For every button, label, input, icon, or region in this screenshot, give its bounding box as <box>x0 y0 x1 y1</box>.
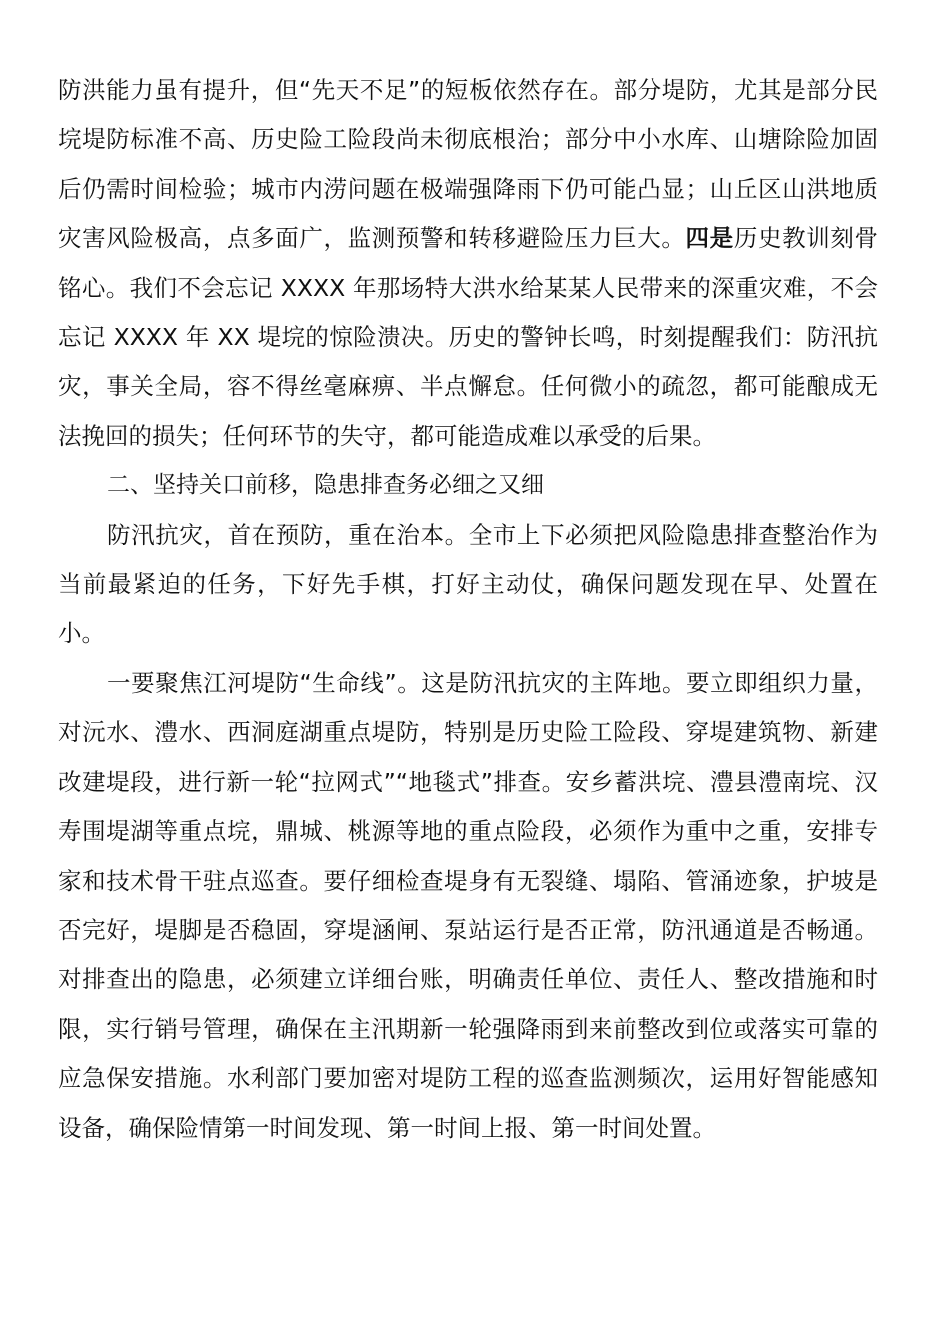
paragraph-embankment: 一要聚焦江河堤防“生命线”。这是防汛抗灾的主阵地。要立即组织力量，对沅水、澧水、西洞庭湖重点堤防，特别是历史险工险段、穿堤建筑物、新建改建堤段，进行新一轮“拉网式”“地毯式”排查。安乡蓄洪垸、澧县澧南垸、汉寿围堤湖等重点垸，鼎城、桃源等地的重点险段，必须作为重中之重，安排专家和技术骨干驻点巡查。要仔细检查堤身有无裂缝、塌陷、管涌迹象，护坡是否完好，堤脚是否稳固，穿堤涵闸、泵站运行是否正常，防汛通道是否畅通。对排查出的隐患，必须建立详细台账，明确责任单位、责任人、整改措施和时限，实行销号管理，确保在主汛期新一轮强降雨到来前整改到位或落实可靠的应急保安措施。水利部门要加密对堤防工程的巡查监测频次，运用好智能感知设备，确保险情第一时间发现、第一时间上报、第一时间处置。 <box>58 668 878 1142</box>
paragraph-text: 历史教训刻骨铭心。我们不会忘记 XXXX 年那场特大洪水给某某人民带来的深重灾难，不会忘记 XXXX 年 XX 堤垸的惊险溃决。历史的警钟长鸣，时刻提醒我们：防汛抗灾，事关全局，容不得丝毫麻痹、半点懈怠。任何微小的疏忽，都可能酿成无法挽回的损失；任何环节的失守，都可能造成难以承受的后果。 <box>58 224 879 450</box>
paragraph-prevention: 防汛抗灾，首在预防，重在治本。全市上下必须把风险隐患排查整治作为当前最紧迫的任务，下好先手棋，打好主动仗，确保问题发现在早、处置在小。 <box>58 520 878 648</box>
section-heading: 二、坚持关口前移，隐患排查务必细之又细 <box>107 472 544 499</box>
paragraph-continuation <box>58 66 878 461</box>
bold-keyword: 四是 <box>685 224 734 253</box>
document-body <box>58 66 878 1153</box>
paragraph-text: 防洪能力虽有提升，但“先天不足”的短板依然存在。部分堤防，尤其是部分民垸堤防标准不高、历史险工险段尚未彻底根治；部分中小水库、山塘除险加固后仍需时间检验；城市内涝问题在极端强降雨下仍可能凸显；山丘区山洪地质灾害风险极高，点多面广，监测预警和转移避险压力巨大。 <box>58 76 878 253</box>
